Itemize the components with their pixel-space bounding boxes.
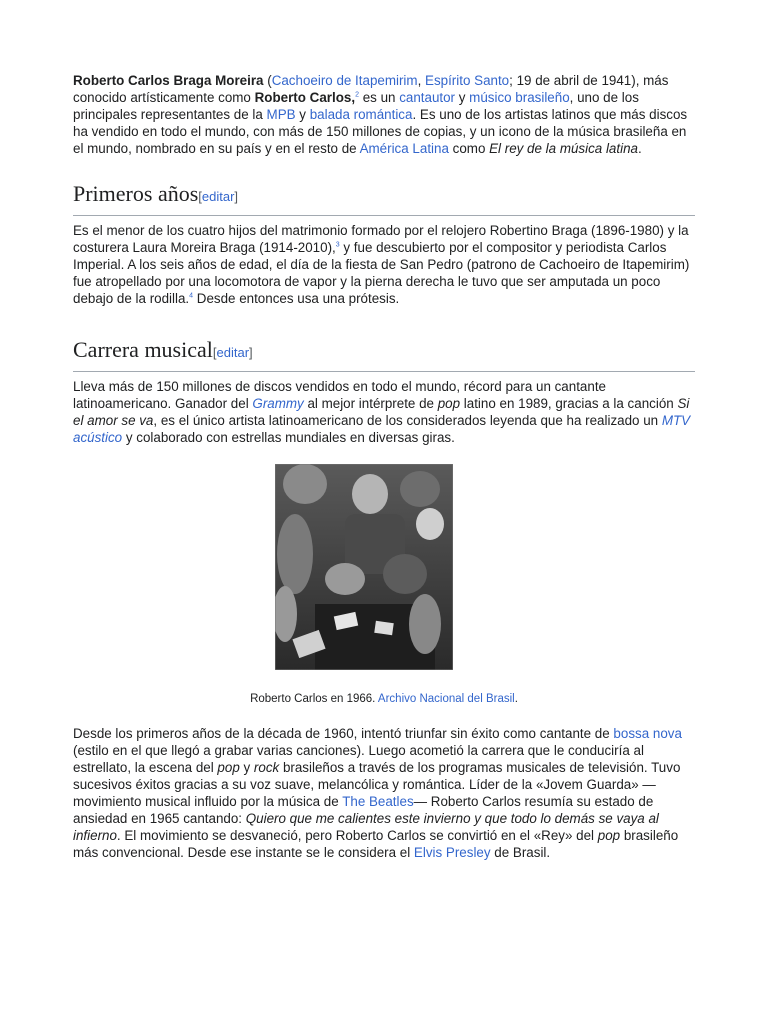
- text: y: [455, 90, 470, 105]
- bracket: [: [212, 345, 217, 360]
- text: pop: [217, 760, 240, 775]
- text: y: [239, 760, 254, 775]
- text: ,: [351, 90, 356, 105]
- text: como: [448, 141, 490, 156]
- paragraph-carrera-2: [73, 725, 695, 861]
- text: (estilo en el que llegó a grabar varias canciones). Luego acometió la carrera que le conduciría al estrellato, la escena del: [73, 743, 644, 775]
- full-name: Roberto Carlos Braga Moreira: [73, 73, 264, 88]
- text: .: [637, 141, 642, 156]
- link-text: MTV acústico: [73, 413, 691, 445]
- text: brasileños a través de los programas musicales de televisión. Tuvo sucesivos éxitos gracias a su voz suave, melancólica y romántica. Líder de la «Jovem Guarda» —movimiento musical influido por la música de: [73, 760, 681, 809]
- text: latino en 1989, gracias a la canción: [460, 396, 678, 411]
- text: Desde entonces usa una prótesis.: [193, 291, 400, 306]
- link-balada-romantica[interactable]: balada romántica: [309, 107, 413, 122]
- text: , es el único artista latinoamericano de los considerados leyenda que ha realizado un: [153, 413, 662, 428]
- link-cantautor[interactable]: cantautor: [399, 90, 456, 105]
- reference-2[interactable]: 2: [355, 91, 359, 99]
- intro-paragraph: [73, 72, 695, 157]
- link-musico-brasileno[interactable]: músico brasileño: [469, 90, 570, 105]
- paragraph-primeros-anos: [73, 222, 695, 307]
- text: pop: [597, 828, 621, 843]
- text: , uno de los principales representantes de la: [73, 90, 639, 122]
- nickname: El rey de la música latina: [489, 141, 638, 156]
- section-heading-carrera-musical: [73, 335, 695, 372]
- link-mpb[interactable]: MPB: [266, 107, 296, 122]
- photo-graphic: [275, 464, 453, 670]
- link-archivo-nacional[interactable]: Archivo Nacional del Brasil: [377, 693, 515, 705]
- text: al mejor intérprete de: [303, 396, 438, 411]
- text: ; 19 de abril de 1941), más conocido artísticamente como: [73, 73, 669, 105]
- link-espirito-santo[interactable]: Espírito Santo: [425, 73, 510, 88]
- link-the-beatles[interactable]: The Beatles: [342, 794, 414, 809]
- link-grammy[interactable]: [252, 396, 303, 411]
- text: Desde los primeros años de la década de 1960, intentó triunfar sin éxito como cantante de: [73, 726, 614, 741]
- text: y colaborado con estrellas mundiales en diversas giras.: [122, 430, 455, 445]
- figure-caption: [73, 693, 695, 705]
- reference-4[interactable]: 4: [189, 292, 194, 300]
- edit-link[interactable]: editar: [201, 189, 235, 204]
- bracket: ]: [234, 189, 239, 204]
- text: y fue descubierto por el compositor y periodista Carlos Imperial. A los seis años de edad, el día de la fiesta de San Pedro (patrono de Cachoeiro de Itapemirim) fue atropellado por una locomotora de vapor y la pierna derecha le tuvo que ser amputada un poco debajo de la rodilla.: [73, 240, 690, 306]
- text: . Es uno de los artistas latinos que más discos ha vendido en todo el mundo, con más de 150 millones de copias, y un icono de la música brasileña en el mundo, nombrado en su país y en el resto de: [73, 107, 688, 156]
- edit-link[interactable]: editar: [216, 345, 250, 360]
- text: rock: [253, 760, 280, 775]
- reference-3[interactable]: 3: [335, 241, 340, 249]
- text: (: [263, 73, 272, 88]
- text: de Brasil.: [490, 845, 551, 860]
- text: . El movimiento se desvaneció, pero Roberto Carlos se convirtió en el «Rey» del: [116, 828, 598, 843]
- text: y: [295, 107, 310, 122]
- link-cachoeiro[interactable]: Cachoeiro de Itapemirim: [271, 73, 418, 88]
- text: ,: [417, 73, 426, 88]
- section-heading-primeros-anos: [73, 179, 695, 216]
- heading-text: Carrera musical: [73, 337, 213, 362]
- link-bossa-nova[interactable]: bossa nova: [613, 726, 682, 741]
- bracket: [: [198, 189, 202, 204]
- link-elvis-presley[interactable]: Elvis Presley: [413, 845, 491, 860]
- article-body: [73, 72, 695, 861]
- caption-text: Roberto Carlos en 1966.: [250, 693, 378, 705]
- text: — Roberto Carlos resumía su estado de ansiedad en 1965 cantando:: [73, 794, 654, 826]
- song-quote: Quiero que me calientes este invierno y que todo lo demás se vaya al infierno: [73, 811, 659, 843]
- link-text: Grammy: [252, 396, 304, 411]
- song-title: Si el amor se va: [73, 396, 690, 428]
- text: pop: [437, 396, 461, 411]
- paragraph-carrera-1: [73, 378, 695, 446]
- text: brasileño más convencional. Desde ese instante se le considera el: [73, 828, 679, 860]
- figure: [73, 464, 695, 705]
- bracket: ]: [249, 345, 253, 360]
- text: .: [514, 693, 518, 705]
- heading-text: Primeros años: [73, 181, 199, 206]
- text: Es el menor de los cuatro hijos del matrimonio formado por el relojero Robertino Braga (1896-1980) y la costurera Laura Moreira Braga (1914-2010),: [73, 223, 689, 255]
- text: es un: [358, 90, 400, 105]
- text: Lleva más de 150 millones de discos vendidos en todo el mundo, récord para un cantante latinoamericano. Ganador del: [73, 379, 606, 411]
- photo-roberto-carlos-1966[interactable]: [275, 464, 453, 670]
- stage-name: Roberto Carlos: [254, 90, 352, 105]
- link-america-latina[interactable]: América Latina: [359, 141, 449, 156]
